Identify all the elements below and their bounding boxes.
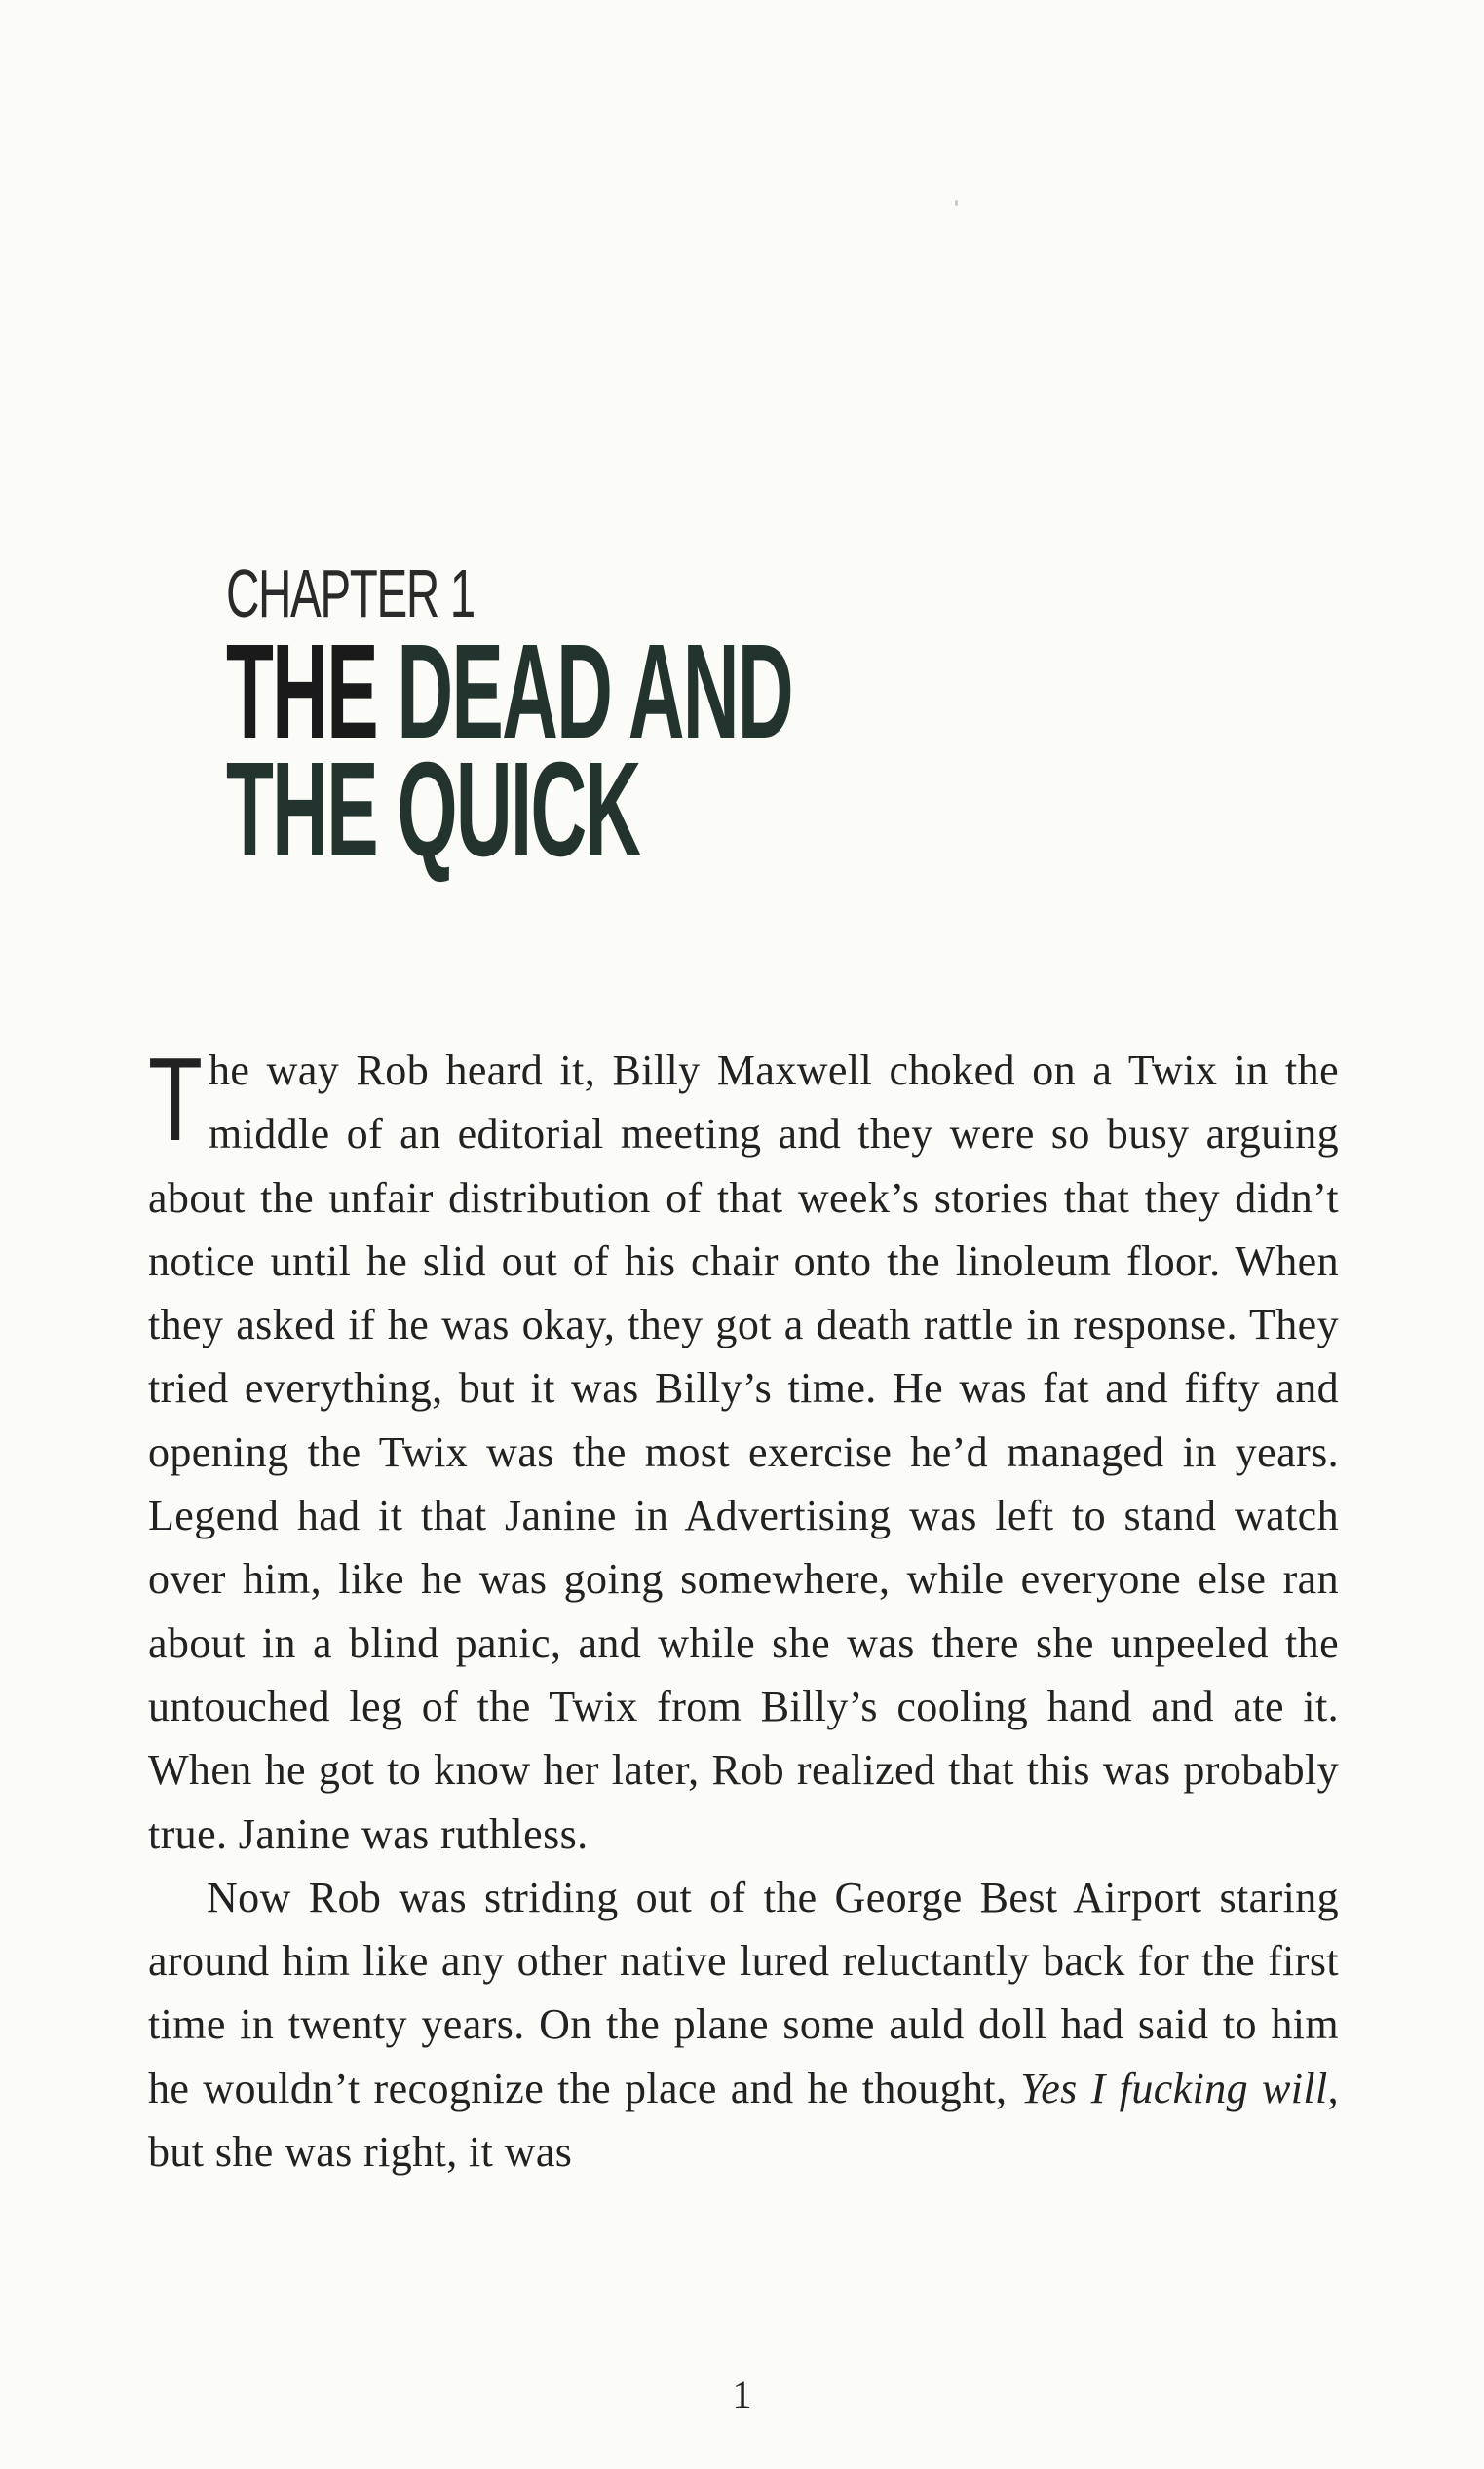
paragraph-2-text-b: , but she was right, it was bbox=[148, 2064, 1339, 2177]
chapter-title-words-dead-and: DEAD AND bbox=[376, 617, 792, 767]
chapter-heading bbox=[226, 555, 1200, 886]
chapter-label: CHAPTER 1 bbox=[226, 555, 475, 631]
body-text bbox=[148, 1033, 1339, 2184]
paragraph-2 bbox=[148, 1866, 1339, 2184]
paragraph-2-text-a: Now Rob was striding out of the George Best Airport staring around him like any other native lured reluctantly back for the first time in twenty years. On the plane some auld doll had said to him he wouldn’t recognize the place and he thought, bbox=[148, 1873, 1339, 2112]
paragraph-1 bbox=[148, 1033, 1339, 1866]
chapter-title-line-2: THE QUICK bbox=[226, 735, 640, 886]
chapter-title-word-the: THE bbox=[226, 617, 377, 767]
page-number: 1 bbox=[732, 2373, 752, 2416]
paper-speck bbox=[955, 200, 958, 206]
drop-cap: T bbox=[148, 1033, 204, 1165]
paragraph-1-text: he way Rob heard it, Billy Maxwell choked on a Twix in the middle of an editorial meeting and they were so busy arguing about the unfair distribution of that week’s stories that they didn’t notice until he slid out of his chair onto the linoleum floor. When they asked if he was okay, they got a death rattle in response. They tried everything, but it was Billy’s time. He was fat and fifty and opening the Twix was the most exercise he’d managed in years. Legend had it that Janine in Advertising was left to stand watch over him, like he was going somewhere, while everyone else ran about in a blind panic, and while she was there she unpeeled the untouched leg of the Twix from Billy’s cooling hand and ate it. When he got to know her later, Rob realized that this was probably true. Janine was ruthless. bbox=[148, 1046, 1339, 1858]
chapter-title bbox=[226, 617, 792, 886]
paragraph-2-italic: Yes I fucking will bbox=[1020, 2064, 1328, 2112]
chapter-title-line-1 bbox=[226, 617, 792, 767]
